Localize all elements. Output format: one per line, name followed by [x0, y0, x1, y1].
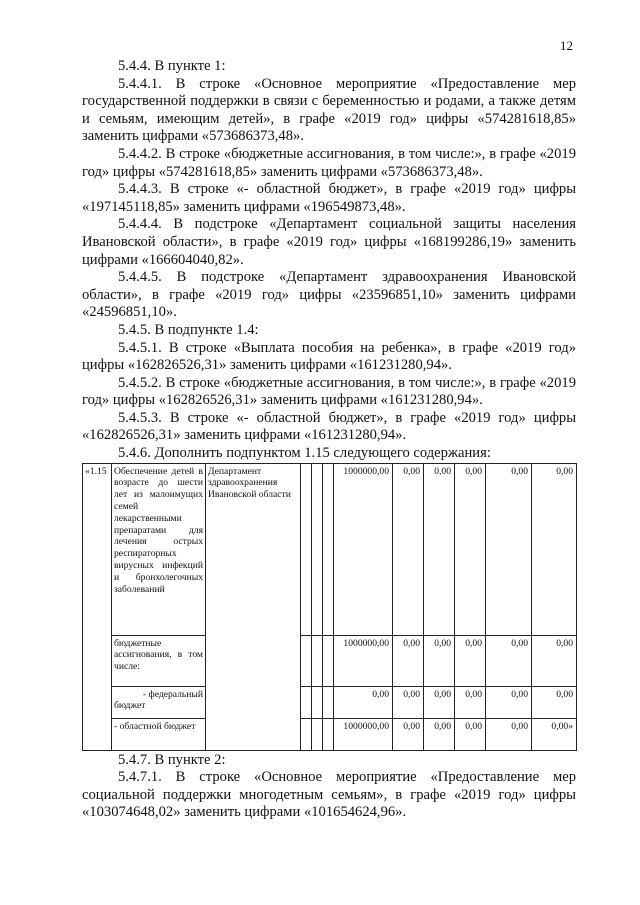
- paragraph-5-4-5-1: 5.4.5.1. В строке «Выплата пособия на ребенка», в графе «2019 год» цифры «162826526,31» заменить цифрами «161231280,94».: [82, 339, 576, 374]
- value-cell: 0,00: [532, 686, 577, 718]
- empty-cell: [323, 463, 334, 635]
- paragraph-5-4-4-2: 5.4.4.2. В строке «бюджетные ассигнования, в том числе:», в графе «2019 год» цифры «574281618,85» заменить цифрами «573686373,48».: [82, 145, 576, 180]
- empty-cell: [312, 718, 323, 750]
- table-row: [83, 635, 577, 686]
- value-cell: 0,00: [455, 463, 486, 635]
- empty-cell: [312, 635, 323, 686]
- value-cell: 0,00»: [532, 718, 577, 750]
- empty-cell: [301, 686, 312, 718]
- empty-cell: [301, 463, 312, 635]
- table-row: [83, 463, 577, 635]
- paragraph-5-4-4-1: 5.4.4.1. В строке «Основное мероприятие «Предоставление мер государственной поддержки в связи с беременностью и родами, а также детям и семьям, имеющим детей», в графе «2019 год» цифры «574281618,85» заменить цифрами «573686373,48».: [82, 75, 576, 145]
- value-cell: 0,00: [424, 635, 455, 686]
- table-row: [83, 686, 577, 718]
- empty-cell: [312, 463, 323, 635]
- paragraph-5-4-5-3: 5.4.5.3. В строке «- областной бюджет», в графе «2019 год» цифры «162826526,31» заменить цифрами «161231280,94».: [82, 409, 576, 444]
- paragraph-5-4-7-1: 5.4.7.1. В строке «Основное мероприятие «Предоставление мер социальной поддержки многодетным семьям», в графе «2019 год» цифры «103074648,02» заменить цифрами «101654624,96».: [82, 769, 576, 821]
- value-cell: 1000000,00: [334, 718, 393, 750]
- paragraph-5-4-7: 5.4.7. В пункте 2:: [118, 751, 226, 768]
- value-cell: 1000000,00: [334, 463, 393, 635]
- row-number-cell: «1.15: [83, 463, 112, 750]
- value-cell: 0,00: [393, 635, 424, 686]
- paragraph-5-4-5-2: 5.4.5.2. В строке «бюджетные ассигнования, в том числе:», в графе «2019 год» цифры «162826526,31» заменить цифрами «161231280,94».: [82, 374, 576, 409]
- empty-cell: [301, 635, 312, 686]
- value-cell: 0,00: [455, 718, 486, 750]
- value-cell: 0,00: [486, 686, 532, 718]
- value-cell: 0,00: [424, 686, 455, 718]
- table-row: [83, 718, 577, 750]
- value-cell: 0,00: [486, 718, 532, 750]
- value-cell: 0,00: [455, 686, 486, 718]
- value-cell: 0,00: [393, 686, 424, 718]
- empty-cell: [323, 635, 334, 686]
- value-cell: 1000000,00: [334, 635, 393, 686]
- paragraph-5-4-6: 5.4.6. Дополнить подпунктом 1.15 следующего содержания:: [118, 445, 491, 462]
- event-name-cell: Обеспечение детей в возрасте до шести лет из малоимущих семей лекарственными препаратами для лечения острых респираторных вирусных инфекций и бронхолегочных заболеваний: [112, 463, 206, 635]
- value-cell: 0,00: [424, 463, 455, 635]
- value-cell: 0,00: [393, 463, 424, 635]
- page-number: 12: [560, 38, 573, 53]
- value-cell: 0,00: [424, 718, 455, 750]
- value-cell: 0,00: [393, 718, 424, 750]
- empty-cell: [323, 686, 334, 718]
- paragraph-5-4-5: 5.4.5. В подпункте 1.4:: [118, 321, 259, 338]
- empty-cell: [301, 718, 312, 750]
- row-label-cell: - областной бюджет: [112, 718, 206, 750]
- value-cell: 0,00: [486, 635, 532, 686]
- paragraph-5-4-4-5: 5.4.4.5. В подстроке «Департамент здравоохранения Ивановской области», в графе «2019 год» цифры «23596851,10» заменить цифрами «24596851,10».: [82, 269, 576, 321]
- subitem-1-15-table: [82, 463, 577, 751]
- empty-cell: [312, 686, 323, 718]
- value-cell: 0,00: [455, 635, 486, 686]
- row-label-cell: бюджетные ассигнования, в том числе:: [112, 635, 206, 686]
- value-cell: 0,00: [486, 463, 532, 635]
- document-body: [82, 58, 576, 822]
- value-cell: 0,00: [532, 635, 577, 686]
- value-cell: 0,00: [334, 686, 393, 718]
- empty-cell: [323, 718, 334, 750]
- executor-cell: Департамент здравоохранения Ивановской области: [206, 463, 301, 750]
- paragraph-5-4-4: 5.4.4. В пункте 1:: [118, 58, 226, 74]
- paragraph-5-4-4-4: 5.4.4.4. В подстроке «Департамент социальной защиты населения Ивановской области», в графе «2019 год» цифры «168199286,19» заменить цифрами «166604040,82».: [82, 216, 576, 268]
- value-cell: 0,00: [532, 463, 577, 635]
- row-label-cell: - федеральный бюджет: [112, 686, 206, 718]
- paragraph-5-4-4-3: 5.4.4.3. В строке «- областной бюджет», в графе «2019 год» цифры «197145118,85» заменить цифрами «196549873,48».: [82, 181, 576, 215]
